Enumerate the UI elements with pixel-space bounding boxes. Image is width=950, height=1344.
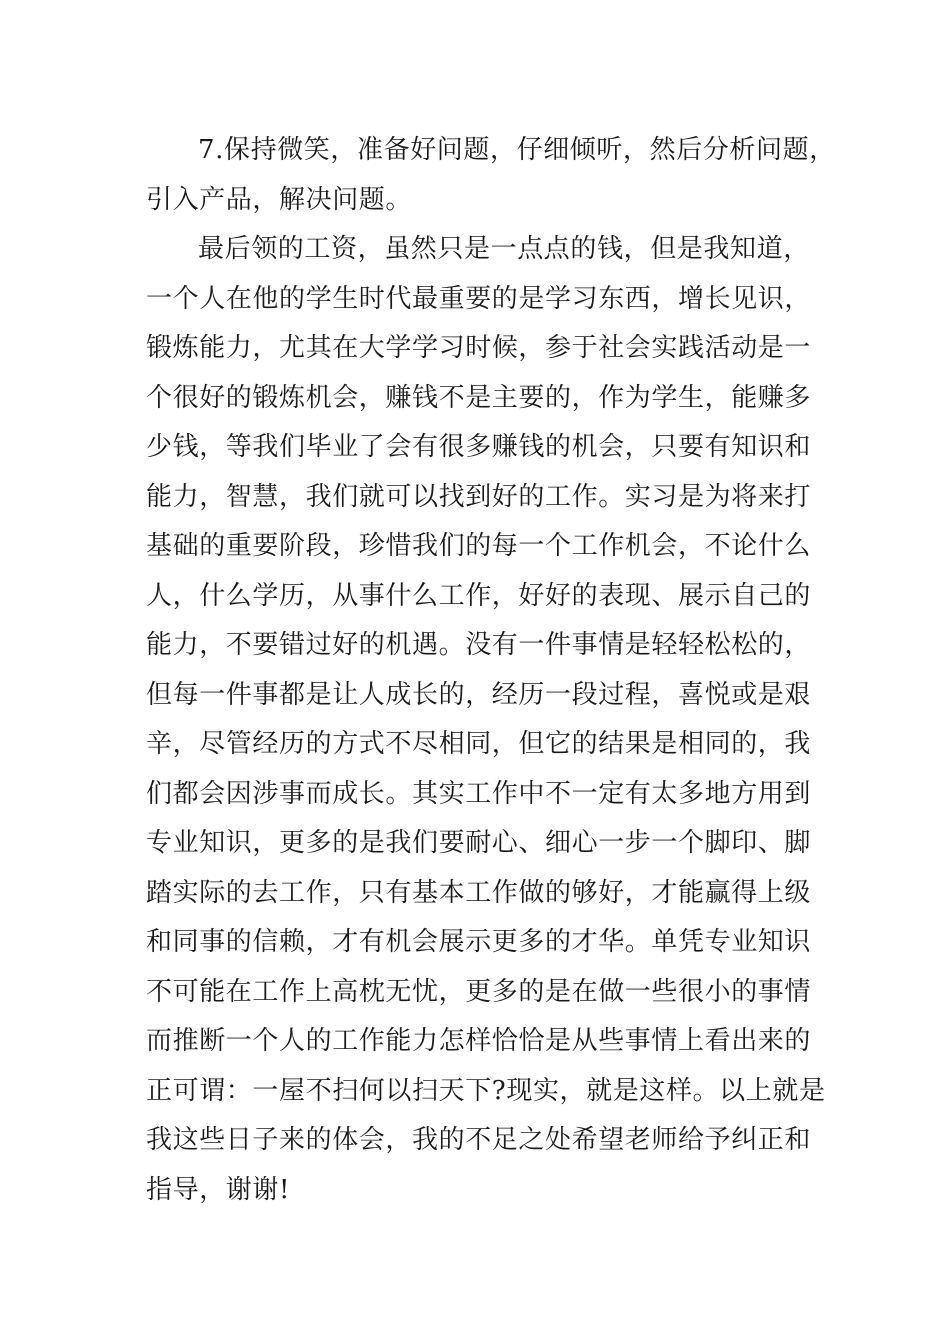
text-line: 我这些日子来的体会，我的不足之处希望老师给予纠正和 [146,1125,812,1155]
text-line: 正可谓：一屋不扫何以扫天下?现实，就是这样。以上就是 [146,1075,826,1106]
text-line: 引入产品，解决问题。 [146,184,413,215]
text-line: 人，什么学历，从事什么工作，好好的表现、展示自己的 [146,580,812,611]
text-line: 和同事的信赖，才有机会展示更多的才华。单凭专业知识 [146,927,812,957]
text-line: 专业知识，更多的是我们要耐心、细心一步一个脚印、脚 [146,828,812,858]
text-line: 锻炼能力，尤其在大学学习时候，参于社会实践活动是一 [146,333,812,363]
text-line: 但每一件事都是让人成长的，经历一段过程，喜悦或是艰 [146,679,812,710]
text-line: 而推断一个人的工作能力怎样恰恰是从些事情上看出来的 [146,1026,812,1056]
text-line: 能力，不要错过好的机遇。没有一件事情是轻轻松松的， [146,630,812,660]
text-line: 个很好的锻炼机会，赚钱不是主要的，作为学生，能赚多 [146,382,812,413]
text-line: 辛，尽管经历的方式不尽相同，但它的结果是相同的，我 [146,729,812,759]
text-line: 7.保持微笑，准备好问题，仔细倾听，然后分析问题， [198,135,836,165]
document-body [146,126,836,1215]
text-line: 们都会因涉事而成长。其实工作中不一定有太多地方用到 [146,778,812,809]
text-line: 一个人在他的学生时代最重要的是学习东西，增长见识， [146,283,812,314]
text-line: 踏实际的去工作，只有基本工作做的够好，才能赢得上级 [146,877,812,908]
text-line: 基础的重要阶段，珍惜我们的每一个工作机会，不论什么 [146,531,812,561]
text-line: 少钱，等我们毕业了会有很多赚钱的机会，只要有知识和 [146,432,812,462]
text-line: 能力，智慧，我们就可以找到好的工作。实习是为将来打 [146,481,812,512]
text-line: 指导，谢谢! [146,1174,291,1205]
text-line: 最后领的工资，虽然只是一点点的钱，但是我知道， [198,234,810,264]
text-line: 不可能在工作上高枕无忧，更多的是在做一些很小的事情 [146,976,812,1007]
